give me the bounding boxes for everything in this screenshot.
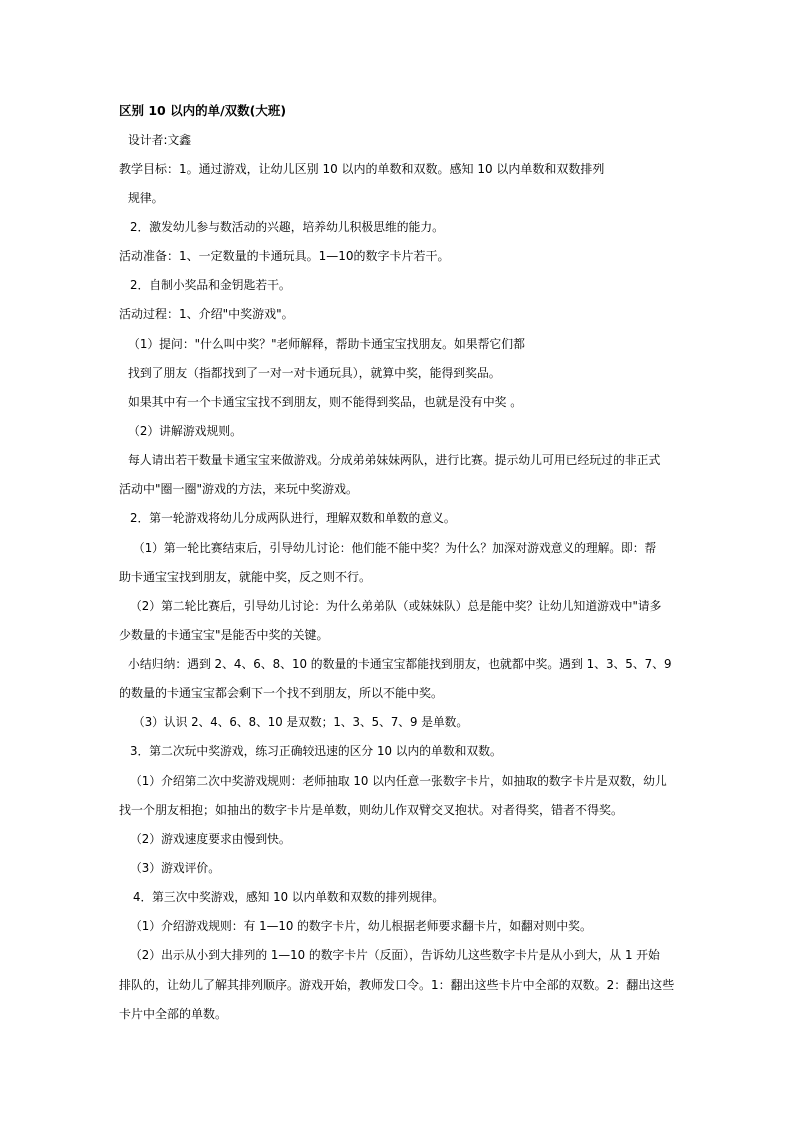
text-line: 活动过程：1、介绍"中奖游戏"。 [119, 307, 294, 321]
text-line: 排队的，让幼儿了解其排列顺序。游戏开始，教师发口令。1：翻出这些卡片中全部的双数。2：翻出这些 [119, 978, 675, 992]
text-line: 规律。 [128, 191, 164, 205]
text-line: （1）提问："什么叫中奖？"老师解释，帮助卡通宝宝找朋友。如果帮它们都 [128, 337, 525, 351]
text-line: （3）认识 2、4、6、8、10 是双数；1、3、5、7、9 是单数。 [133, 715, 469, 729]
text-line: 4．第三次中奖游戏，感知 10 以内单数和双数的排列规律。 [133, 890, 445, 904]
text-line: 3．第二次玩中奖游戏，练习正确较迅速的区分 10 以内的单数和双数。 [130, 744, 502, 758]
text-line: 2．自制小奖品和金钥匙若干。 [130, 278, 291, 292]
text-line: （1）第一轮比赛结束后，引导幼儿讨论：他们能不能中奖？为什么？加深对游戏意义的理解。即：帮 [133, 541, 657, 555]
text-line: 找到了朋友（指都找到了一对一对卡通玩具），就算中奖，能得到奖品。 [128, 366, 501, 380]
text-line: 如果其中有一个卡通宝宝找不到朋友，则不能得到奖品，也就是没有中奖 。 [128, 395, 523, 409]
text-line: （2）第二轮比赛后，引导幼儿讨论：为什么弟弟队（或妹妹队）总是能中奖？让幼儿知道游戏中"请多 [130, 599, 662, 613]
text-line: 卡片中全部的单数。 [119, 1007, 228, 1021]
text-line: （2）出示从小到大排列的 1—10 的数字卡片（反面），告诉幼儿这些数字卡片是从小到大，从 1 开始 [130, 948, 660, 962]
text-line: （1）介绍游戏规则：有 1—10 的数字卡片，幼儿根据老师要求翻卡片，如翻对则中奖。 [130, 919, 592, 933]
document-title: 区别 10 以内的单/双数(大班) [119, 103, 287, 118]
text-line: 2．激发幼儿参与数活动的兴趣，培养幼儿积极思维的能力。 [130, 220, 444, 234]
text-line: 助卡通宝宝找到朋友，就能中奖，反之则不行。 [119, 570, 372, 584]
text-line-author: 设计者:文鑫 [128, 133, 192, 147]
text-line: （3）游戏评价。 [130, 861, 221, 875]
text-line: 少数量的卡通宝宝"是能否中奖的关键。 [119, 628, 329, 642]
text-line: 找一个朋友相抱；如抽出的数字卡片是单数，则幼儿作双臂交叉抱状。对者得奖，错者不得奖。 [119, 803, 624, 817]
text-line: （1）介绍第二次中奖游戏规则：老师抽取 10 以内任意一张数字卡片，如抽取的数字卡片是双数，幼儿 [130, 774, 667, 788]
text-line: 教学目标：1。通过游戏，让幼儿区别 10 以内的单数和双数。感知 10 以内单数和双数排列 [119, 162, 605, 176]
text-line: 活动准备：1、一定数量的卡通玩具。1—10的数字卡片若干。 [119, 249, 450, 263]
text-line: 的数量的卡通宝宝都会剩下一个找不到朋友，所以不能中奖。 [119, 686, 444, 700]
text-line: 活动中"圈一圈"游戏的方法，来玩中奖游戏。 [119, 482, 359, 496]
text-line: 小结归纳：遇到 2、4、6、8、10 的数量的卡通宝宝都能找到朋友，也就都中奖。遇到 1、3、5、7、9 [128, 657, 672, 671]
text-line: 2．第一轮游戏将幼儿分成两队进行，理解双数和单数的意义。 [130, 511, 456, 525]
text-line: （2）讲解游戏规则。 [128, 424, 242, 438]
text-line: 每人请出若干数量卡通宝宝来做游戏。分成弟弟妹妹两队，进行比赛。提示幼儿可用已经玩过的非正式 [128, 453, 661, 467]
text-line: （2）游戏速度要求由慢到快。 [130, 832, 291, 846]
